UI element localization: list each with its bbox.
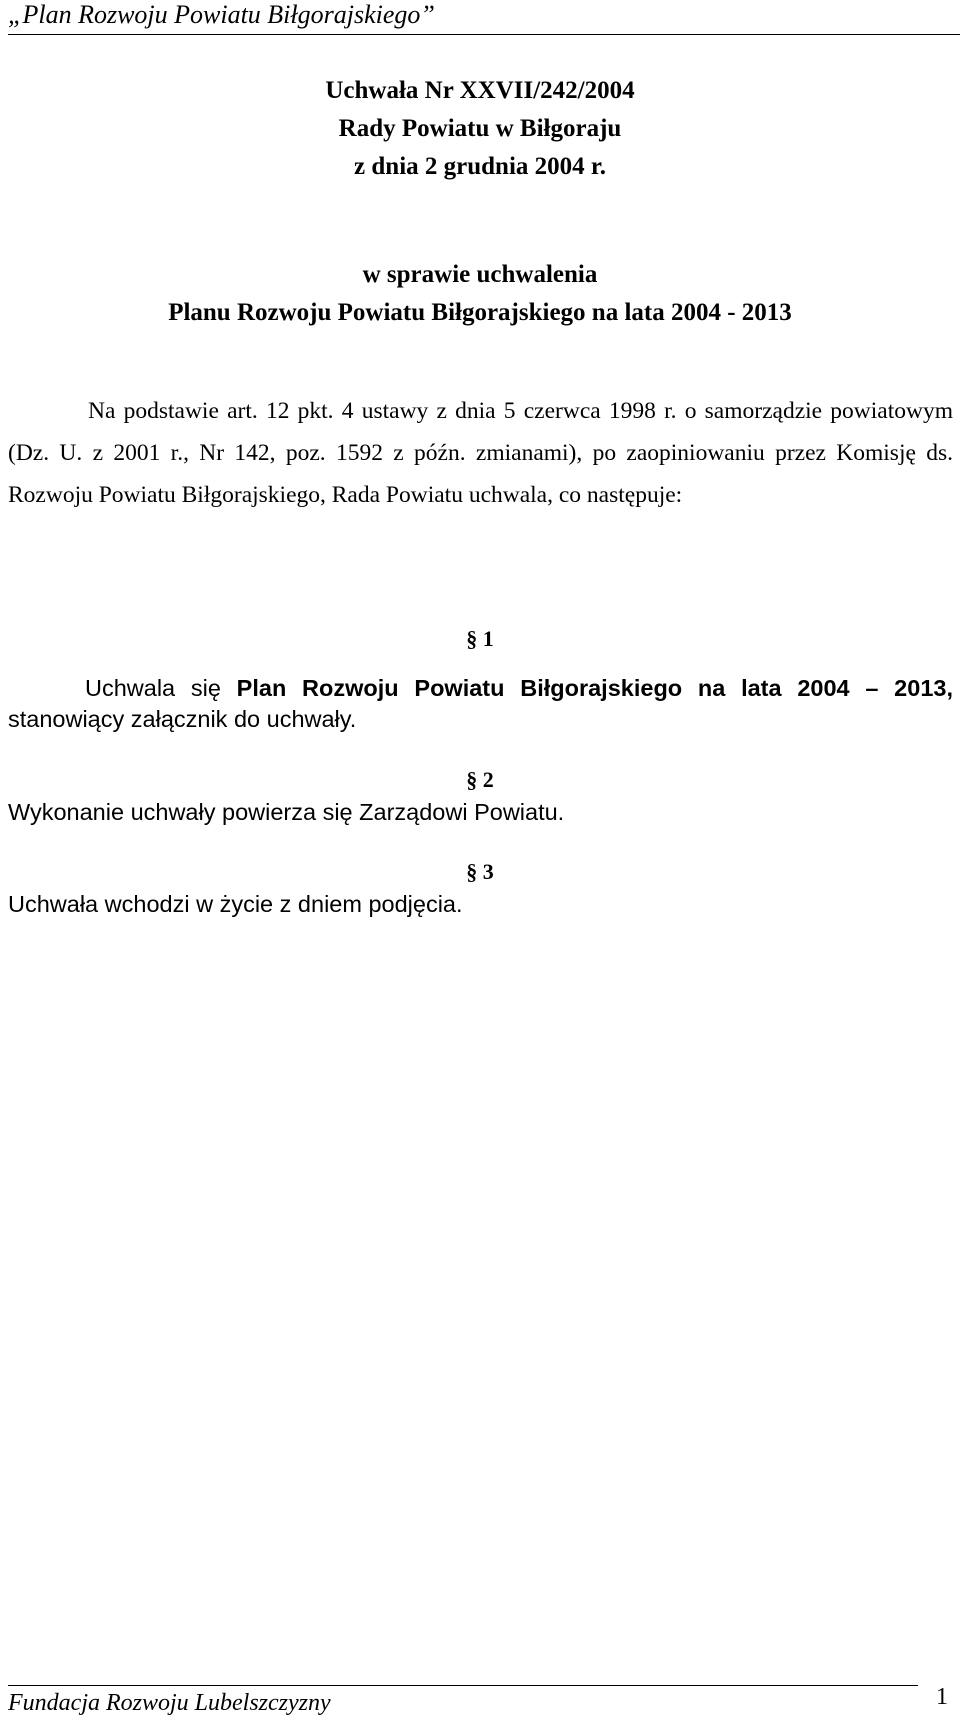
running-header-title: „Plan Rozwoju Powiatu Biłgorajskiego” xyxy=(8,0,435,29)
section-1-plan-name: Plan Rozwoju Powiatu Biłgorajskiego na lata 2004 – 2013, xyxy=(236,675,953,701)
page-number: 1 xyxy=(936,1684,948,1710)
subject-line-1: w sprawie uchwalenia xyxy=(362,261,598,288)
footer-divider xyxy=(8,1685,918,1686)
resolution-subject xyxy=(0,256,960,332)
section-1-text-end: stanowiący załącznik do uchwały. xyxy=(8,706,357,732)
footer-organization: Fundacja Rozwoju Lubelszczyzny xyxy=(8,1690,331,1716)
page-header xyxy=(8,0,960,35)
resolution-title xyxy=(0,72,960,186)
resolution-number: Uchwała Nr XXVII/242/2004 xyxy=(325,77,635,104)
legal-basis-paragraph: Na podstawie art. 12 pkt. 4 ustawy z dnia 5 czerwca 1998 r. o samorządzie powiatowym (Dz. U. z 2001 r., Nr 142, poz. 1592 z późn. zmianami), po zaopiniowaniu przez Komisję ds. Rozwoju Powiatu Biłgorajskiego, Rada Powiatu uchwala, co następuje: xyxy=(8,398,953,508)
section-1-text xyxy=(8,673,953,735)
section-sign-3: § 3 xyxy=(466,859,494,884)
resolution-date: z dnia 2 grudnia 2004 r. xyxy=(354,153,606,180)
subject-line-2: Planu Rozwoju Powiatu Biłgorajskiego na lata 2004 - 2013 xyxy=(168,299,792,326)
section-sign-1: § 1 xyxy=(466,626,494,651)
section-sign-2: § 2 xyxy=(466,767,494,792)
section-2-text: Wykonanie uchwały powierza się Zarządowi Powiatu. xyxy=(8,799,565,825)
section-3-text: Uchwała wchodzi w życie z dniem podjęcia. xyxy=(8,891,463,917)
section-1-text-start: Uchwala się xyxy=(85,675,237,701)
resolution-council: Rady Powiatu w Biłgoraju xyxy=(338,115,622,142)
